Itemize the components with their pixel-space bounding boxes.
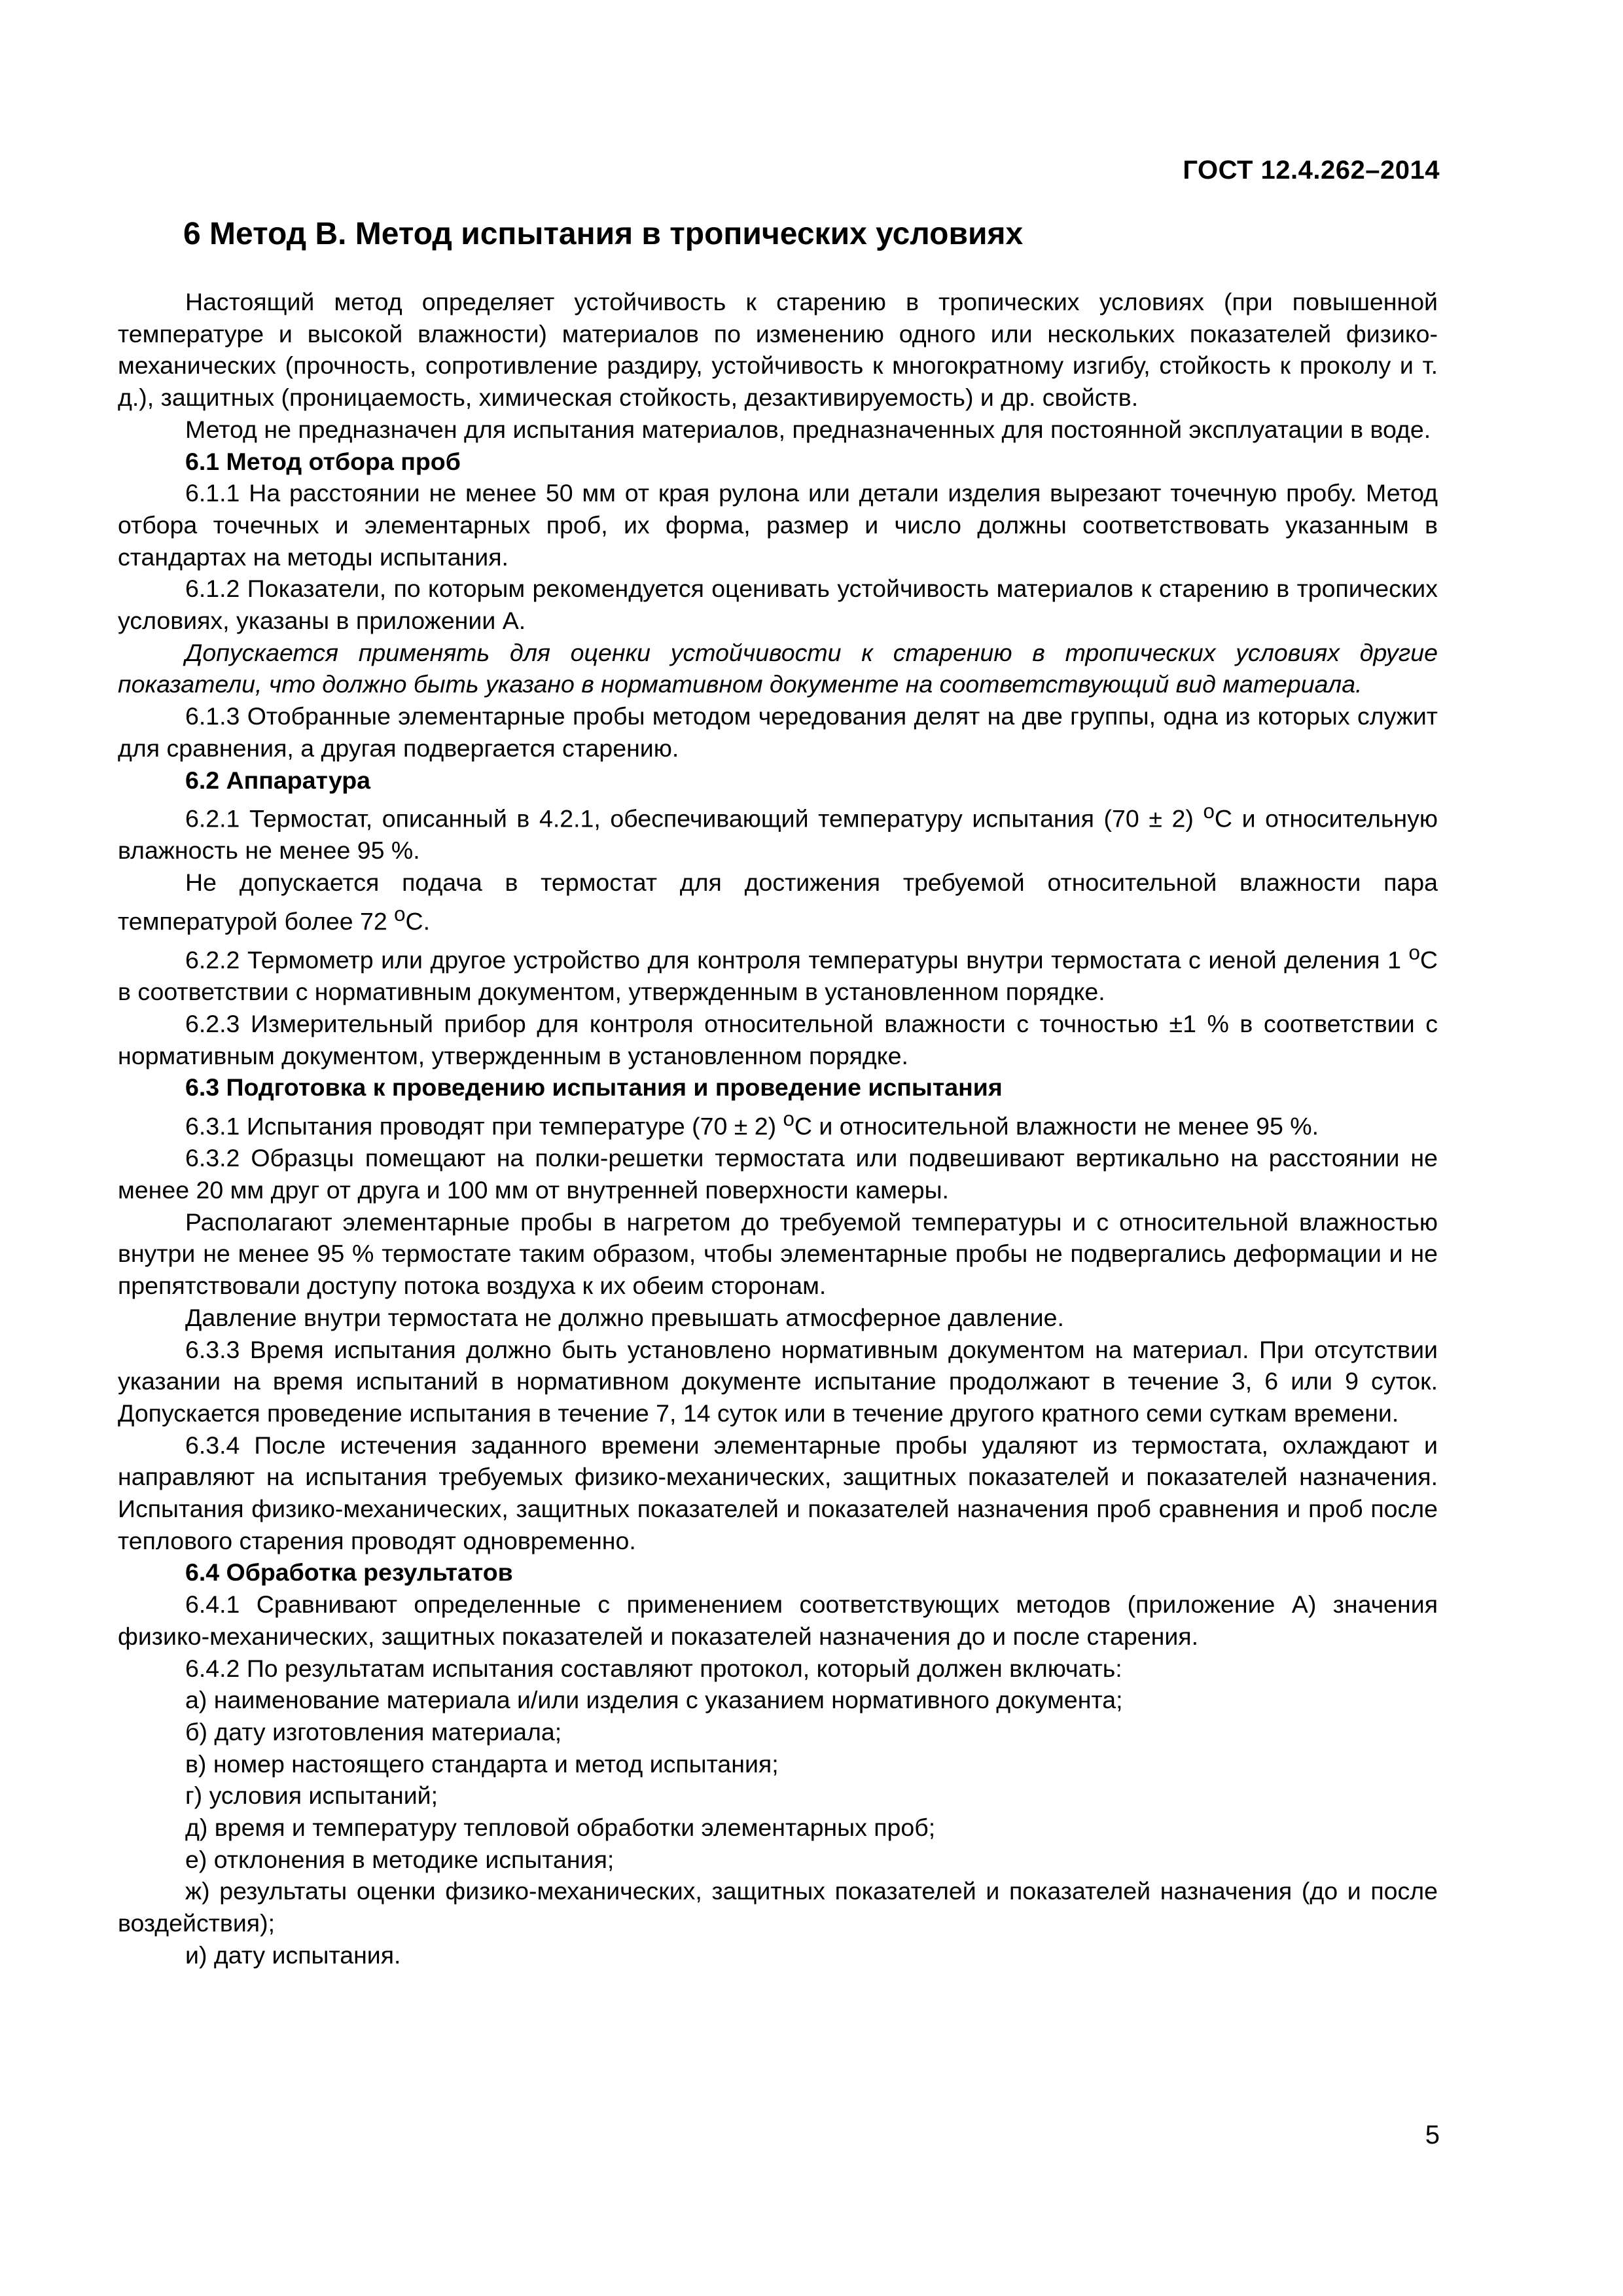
degree-sign: o bbox=[783, 1107, 794, 1131]
degree-sign: o bbox=[394, 902, 406, 925]
list-item: е) отклонения в методике испытания; bbox=[185, 1845, 615, 1873]
paragraph: 6.3.4 После истечения заданного времени элементарные пробы удаляют из термостата, охлаждают и направляют на испытания требуемых физико-механических, защитных показателей и показателей назначения. Испытания физико-механических, защитных показателей и показателей назначения проб сравнения и проб после теплового старения проводят одновременно. bbox=[118, 1431, 1438, 1554]
list-item: и) дату испытания. bbox=[185, 1941, 401, 1969]
paragraph: 6.3.3 Время испытания должно быть установлено нормативным документом на материал. При отсутствии указании на время испытаний в нормативном документе испытание продолжают в течение 3, 6 или 9 суток. Допускается проведение испытания в течение 7, 14 суток или в течение другого кратного семи суткам времени. bbox=[118, 1335, 1438, 1427]
paragraph bbox=[118, 937, 1438, 1008]
paragraph bbox=[118, 867, 1438, 937]
list-item: а) наименование материала и/или изделия с указанием нормативного документа; bbox=[185, 1686, 1123, 1714]
degree-sign: o bbox=[1408, 941, 1420, 965]
paragraph: 6.1.1 На расстоянии не менее 50 мм от края рулона или детали изделия вырезают точечную пробу. Метод отбора точечных и элементарных проб, их форма, размер и число должны соответствовать указанным в стандартах на методы испытания. bbox=[118, 479, 1438, 571]
paragraph: Располагают элементарные пробы в нагретом до требуемой температуры и с относительной влажностью внутри не менее 95 % термостате таким образом, чтобы элементарные пробы не подвергались деформации и не препятствовали доступу потока воздуха к их обеим сторонам. bbox=[118, 1208, 1438, 1300]
paragraph: 6.1.3 Отобранные элементарные пробы методом чередования делят на две группы, одна из которых служит для сравнения, а другая подвергается старению. bbox=[118, 702, 1438, 762]
text-part: С. bbox=[405, 907, 430, 935]
list-item: д) время и температуру тепловой обработки элементарных проб; bbox=[185, 1814, 936, 1842]
text-part: С и относительной влажности не менее 95 %. bbox=[794, 1112, 1319, 1140]
paragraph: Метод не предназначен для испытания материалов, предназначенных для постоянной эксплуатации в воде. bbox=[185, 415, 1431, 443]
list-item: г) условия испытаний; bbox=[185, 1782, 438, 1810]
text-part: 6.2.2 Термометр или другое устройство для контроля температуры внутри термостата с иеной деления 1 bbox=[185, 946, 1409, 974]
paragraph: 6.1.2 Показатели, по которым рекомендуется оценивать устойчивость материалов к старению в тропических условиях, указаны в приложении А. bbox=[118, 575, 1438, 635]
text-part: Не допускается подача в термостат для достижения требуемой относительной влажности пара температурой более 72 bbox=[118, 869, 1438, 935]
paragraph: 6.3.2 Образцы помещают на полки-решетки термостата или подвешивают вертикально на расстоянии не менее 20 мм друг от друга и 100 мм от внутренней поверхности камеры. bbox=[118, 1144, 1438, 1204]
paragraph bbox=[118, 1103, 1438, 1142]
section-title: 6 Метод В. Метод испытания в тропических условиях bbox=[183, 217, 1024, 251]
document-body bbox=[118, 286, 1438, 1971]
list-item: б) дату изготовления материала; bbox=[185, 1717, 562, 1746]
text-part: 6.2.1 Термостат, описанный в 4.2.1, обеспечивающий температуру испытания (70 ± 2) bbox=[185, 804, 1204, 833]
subsection-heading: 6.4 Обработка результатов bbox=[185, 1558, 513, 1587]
italic-note: Допускается применять для оценки устойчивости к старению в тропических условиях другие показатели, что должно быть указано в нормативном документе на соответствующий вид материала. bbox=[118, 638, 1438, 698]
paragraph bbox=[118, 796, 1438, 867]
subsection-heading: 6.3 Подготовка к проведению испытания и проведение испытания bbox=[185, 1073, 1003, 1102]
paragraph: 6.4.1 Сравнивают определенные с применением соответствующих методов (приложение А) значения физико-механических, защитных показателей и показателей назначения до и после старения. bbox=[118, 1590, 1438, 1650]
paragraph: Настоящий метод определяет устойчивость к старению в тропических условиях (при повышенной температуре и высокой влажности) материалов по изменению одного или нескольких показателей физико-механических (прочность, сопротивление раздиру, устойчивость к многократному изгибу, стойкость к проколу и т. д.), защитных (проницаемость, химическая стойкость, дезактивируемость) и др. свойств. bbox=[118, 288, 1438, 412]
list-item: в) номер настоящего стандарта и метод испытания; bbox=[185, 1749, 779, 1778]
degree-sign: o bbox=[1203, 800, 1215, 823]
subsection-heading: 6.2 Аппаратура bbox=[185, 766, 370, 794]
subsection-heading: 6.1 Метод отбора проб bbox=[185, 447, 461, 475]
text-part: 6.3.1 Испытания проводят при температуре (70 ± 2) bbox=[185, 1112, 783, 1140]
text-part: С в соответствии с нормативным документом, утвержденным в установленном порядке. bbox=[118, 946, 1438, 1006]
document-code: ГОСТ 12.4.262–2014 bbox=[1183, 156, 1440, 185]
list-item: ж) результаты оценки физико-механических, защитных показателей и показателей назначения (до и после воздействия); bbox=[118, 1877, 1438, 1937]
text-part: C и относительную влажность не менее 95 %. bbox=[118, 804, 1438, 865]
paragraph: 6.2.3 Измерительный прибор для контроля относительной влажности с точностью ±1 % в соответствии с нормативным документом, утвержденным в установленном порядке. bbox=[118, 1009, 1438, 1069]
paragraph: Давление внутри термостата не должно превышать атмосферное давление. bbox=[185, 1303, 1064, 1331]
paragraph: 6.4.2 По результатам испытания составляют протокол, который должен включать: bbox=[185, 1654, 1122, 1682]
page-number: 5 bbox=[1425, 2121, 1440, 2149]
